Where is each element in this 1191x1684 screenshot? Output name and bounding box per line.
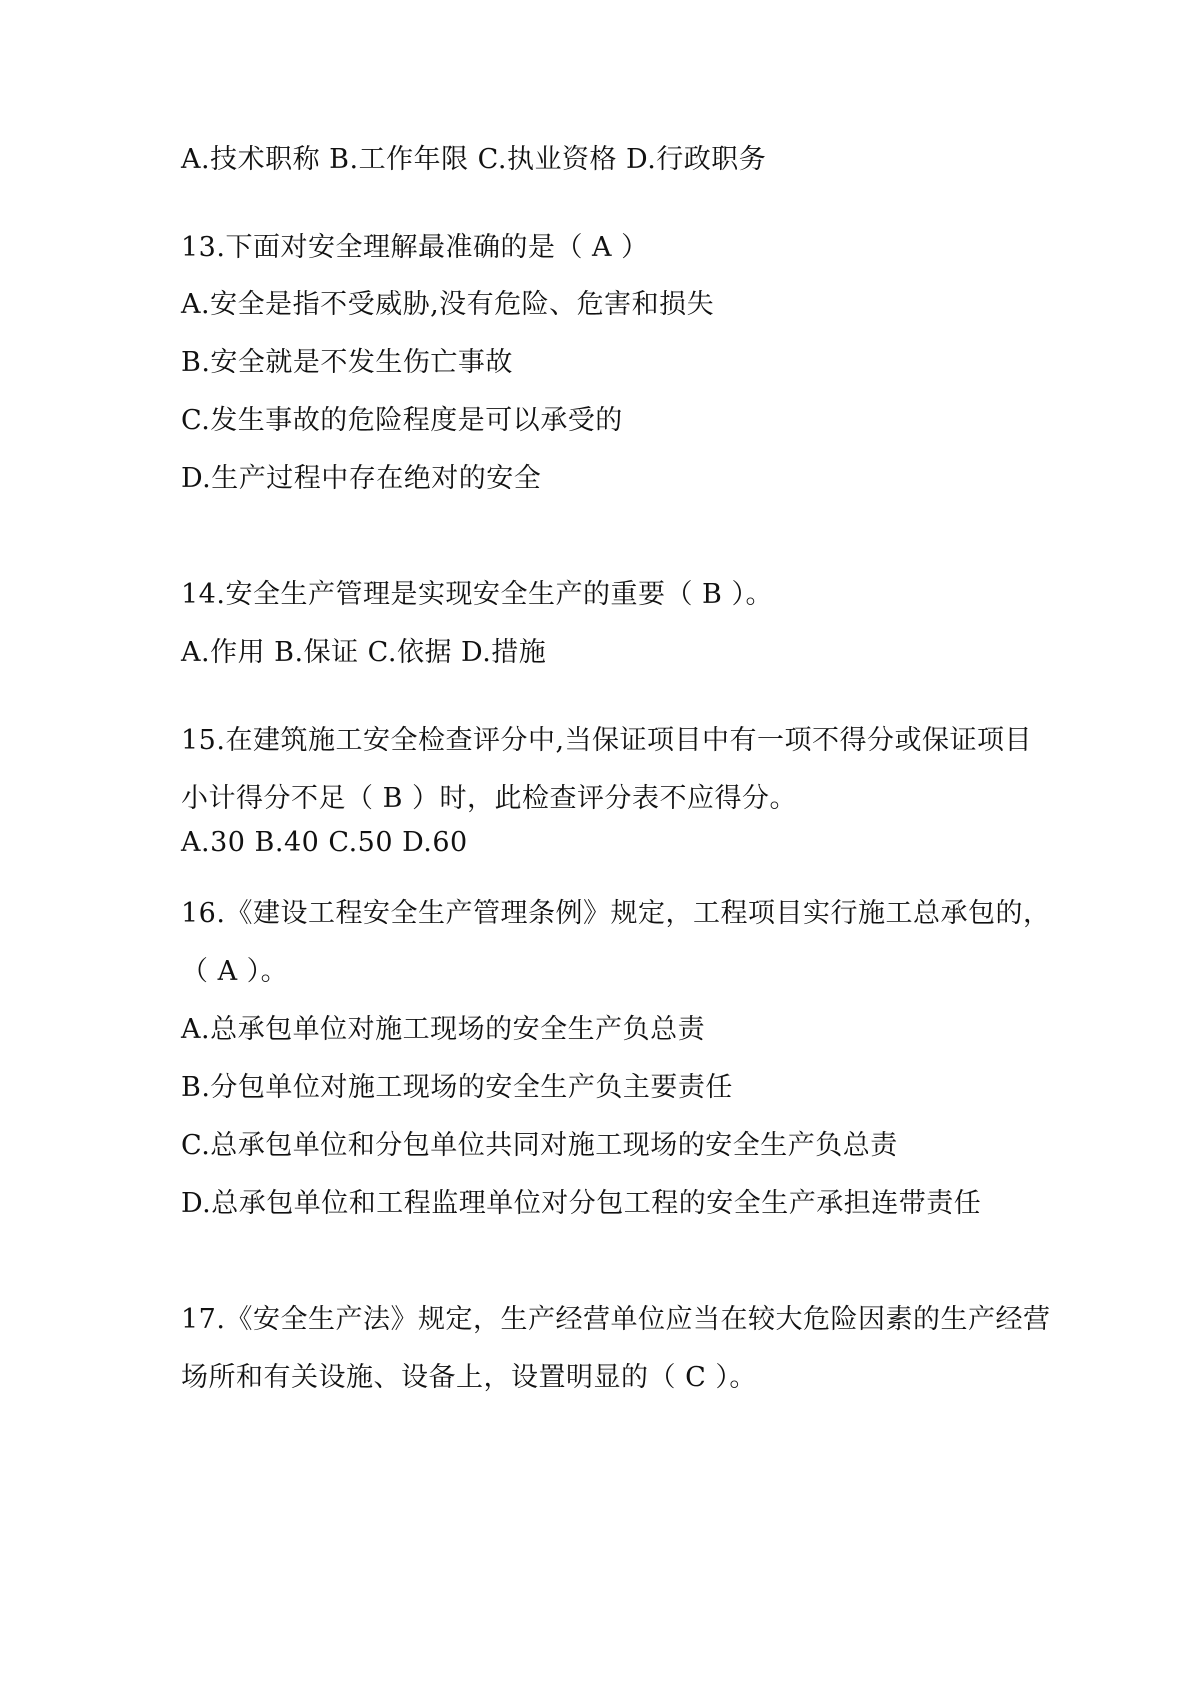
q12-options: A.技术职称 B.工作年限 C.执业资格 D.行政职务 [181, 144, 767, 175]
q16-option-c: C.总承包单位和分包单位共同对施工现场的安全生产负总责 [181, 1130, 898, 1161]
q17-stem-line2: 场所和有关设施、设备上，设置明显的（ C ）。 [181, 1362, 757, 1393]
q13-option-a: A.安全是指不受威胁,没有危险、危害和损失 [181, 289, 715, 320]
q16-option-d: D.总承包单位和工程监理单位对分包工程的安全生产承担连带责任 [181, 1188, 982, 1219]
q14-stem: 14.安全生产管理是实现安全生产的重要（ B ）。 [181, 579, 773, 610]
q16-stem-line2: （ A ）。 [181, 956, 289, 987]
q17-stem-line1: 17.《安全生产法》规定，生产经营单位应当在较大危险因素的生产经营 [181, 1304, 1051, 1335]
q14-options: A.作用 B.保证 C.依据 D.措施 [181, 637, 547, 668]
q13-option-d: D.生产过程中存在绝对的安全 [181, 463, 542, 494]
q13-stem: 13.下面对安全理解最准确的是（ A ） [181, 232, 649, 263]
q15-options: A.30 B.40 C.50 D.60 [181, 827, 468, 858]
q16-option-b: B.分包单位对施工现场的安全生产负主要责任 [181, 1072, 733, 1103]
q15-stem-line1: 15.在建筑施工安全检查评分中,当保证项目中有一项不得分或保证项目 [181, 725, 1033, 756]
q15-stem-line2: 小计得分不足（ B ）时，此检查评分表不应得分。 [181, 783, 798, 814]
q13-option-c: C.发生事故的危险程度是可以承受的 [181, 405, 623, 436]
q16-option-a: A.总承包单位对施工现场的安全生产负总责 [181, 1014, 706, 1045]
q13-option-b: B.安全就是不发生伤亡事故 [181, 347, 513, 378]
q16-stem-line1: 16.《建设工程安全生产管理条例》规定，工程项目实行施工总承包的， [181, 898, 1051, 929]
